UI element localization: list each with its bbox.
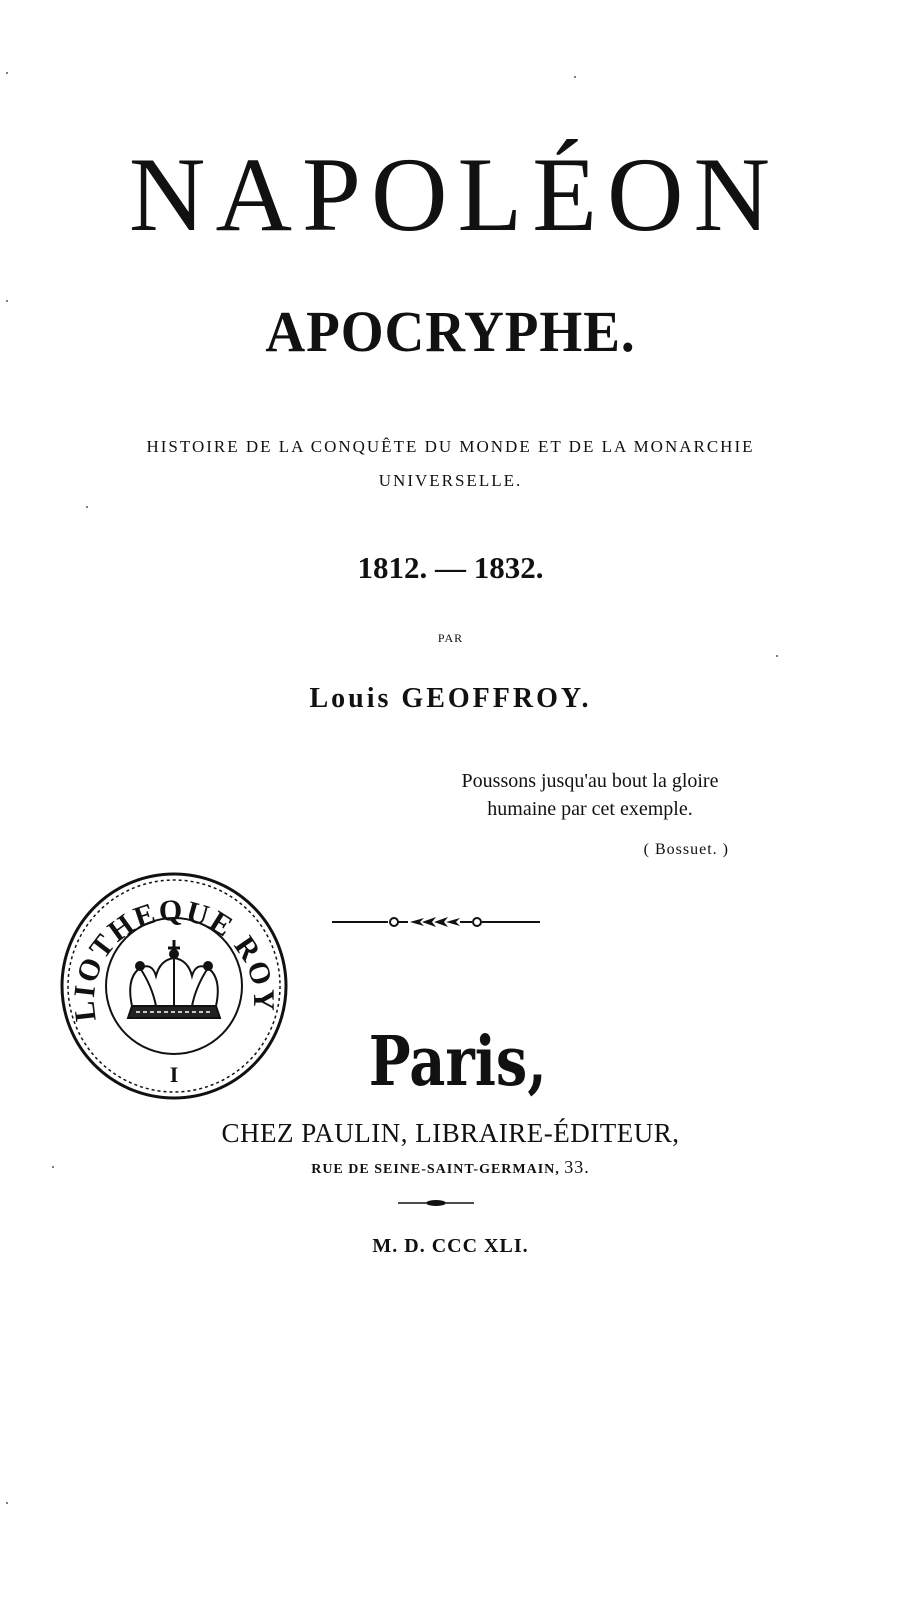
epigraph-line-1: Poussons jusqu'au bout la gloire (461, 770, 719, 792)
address-number: 33. (564, 1157, 590, 1177)
book-subtitle: APOCRYPHE. (265, 299, 636, 364)
small-rule-icon (396, 1198, 476, 1208)
paper-speck (6, 300, 8, 302)
epigraph-attribution: ( Bossuet. ) (643, 841, 729, 858)
publication-year: M. D. CCC XLI. (372, 1235, 529, 1257)
publisher: CHEZ PAULIN, LIBRAIRE-ÉDITEUR, (221, 1118, 680, 1148)
ornament-divider-icon (330, 910, 542, 934)
paper-speck (574, 76, 576, 78)
address-street: RUE DE SEINE-SAINT-GERMAIN, (311, 1162, 560, 1177)
paper-speck (52, 1166, 54, 1168)
paper-speck (6, 72, 8, 74)
publisher-address (0, 1157, 901, 1180)
paper-speck (776, 655, 778, 657)
description-line-2: UNIVERSELLE. (378, 471, 523, 490)
publication-place: Paris, (368, 1022, 547, 1102)
date-range: 1812. — 1832. (357, 550, 544, 585)
book-title: NAPOLÉON (128, 136, 781, 253)
stamp-text: LIOTHEQUE ROY (67, 893, 281, 1024)
paper-speck (86, 506, 88, 508)
description-line-1: HISTOIRE DE LA CONQUÊTE DU MONDE ET DE LA MONARCHIE (146, 437, 755, 456)
stamp-mark: I (169, 1062, 179, 1087)
by-label: PAR (437, 631, 464, 645)
svg-text:BIBLIOTHEQUE ROYALE (56, 868, 280, 1023)
paper-speck (6, 1502, 8, 1504)
epigraph-line-2: humaine par cet exemple. (487, 798, 693, 820)
author-name: Louis GEOFFROY. (309, 683, 592, 714)
